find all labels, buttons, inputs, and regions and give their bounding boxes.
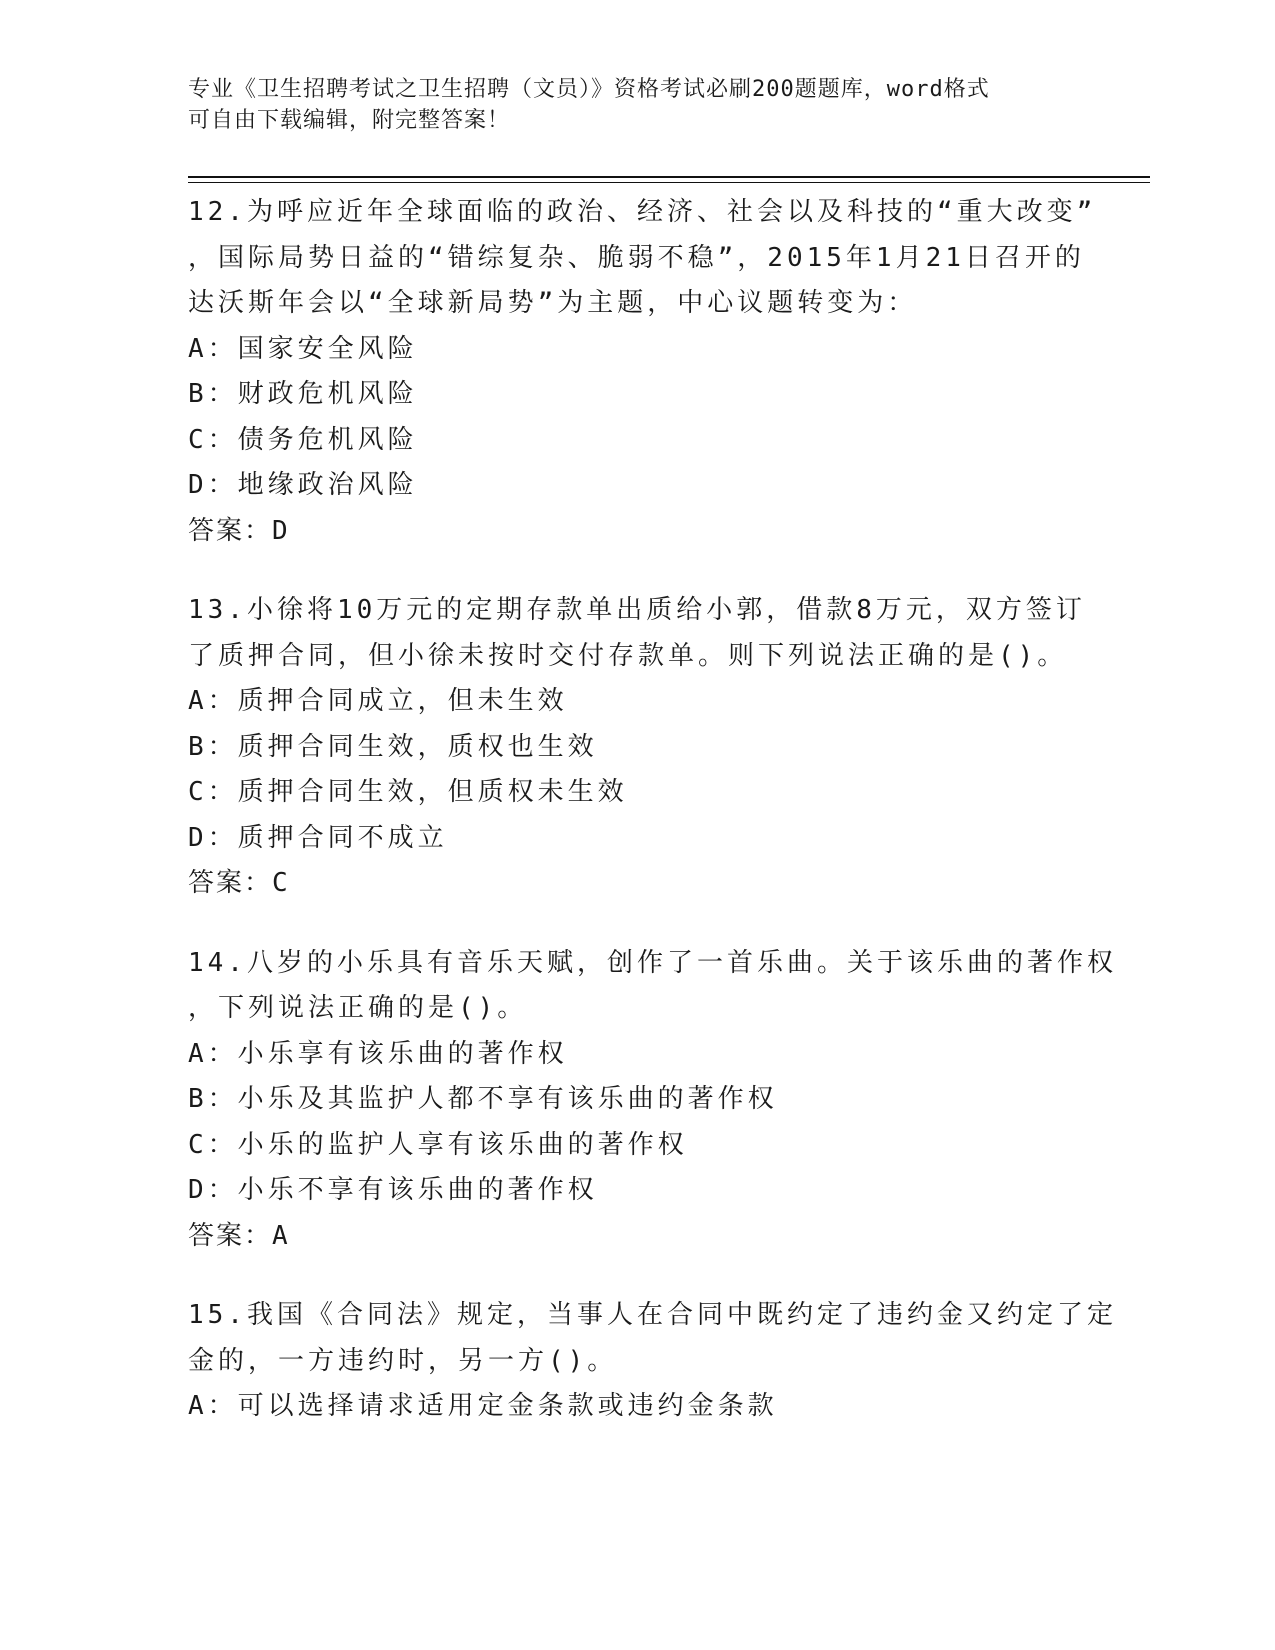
option-d: D：质押合同不成立 (188, 822, 448, 853)
option-d: D：地缘政治风险 (188, 470, 418, 500)
option-a: A：国家安全风险 (188, 333, 418, 364)
answer: 答案：D (188, 515, 290, 546)
option-b: B：小乐及其监护人都不享有该乐曲的著作权 (188, 1084, 778, 1114)
option-c: C：质押合同生效，但质权未生效 (188, 777, 628, 807)
question-text: 了质押合同，但小徐未按时交付存款单。则下列说法正确的是()。 (188, 640, 1068, 671)
answer: 答案：C (188, 868, 290, 898)
question-12 (188, 190, 1097, 554)
question-text: 14.八岁的小乐具有音乐天赋，创作了一首乐曲。关于该乐曲的著作权 (188, 947, 1117, 978)
answer: 答案：A (188, 1220, 290, 1251)
question-text: 12.为呼应近年全球面临的政治、经济、社会以及科技的“重大改变” (188, 197, 1097, 227)
question-text: ，国际局势日益的“错综复杂、脆弱不稳”，2015年1月21日召开的 (188, 242, 1085, 273)
option-d: D：小乐不享有该乐曲的著作权 (188, 1175, 598, 1205)
question-list (188, 190, 1117, 1464)
header-divider-thick (188, 176, 1150, 178)
option-a: A：可以选择请求适用定金条款或违约金条款 (188, 1391, 778, 1421)
header-line: 可自由下载编辑，附完整答案！ (188, 108, 511, 133)
question-text: 金的，一方违约时，另一方()。 (188, 1345, 618, 1376)
document-header (188, 74, 1088, 136)
question-13 (188, 588, 1088, 907)
option-c: C：小乐的监护人享有该乐曲的著作权 (188, 1129, 688, 1160)
question-text: 13.小徐将10万元的定期存款单出质给小郭，借款8万元，双方签订 (188, 595, 1086, 625)
question-text: 15.我国《合同法》规定，当事人在合同中既约定了违约金又约定了定 (188, 1300, 1117, 1330)
header-divider-thin (188, 182, 1150, 183)
header-line: 专业《卫生招聘考试之卫生招聘（文员）》资格考试必刷200题题库，word格式 (188, 77, 990, 102)
option-b: B：质押合同生效，质权也生效 (188, 731, 598, 762)
option-a: A：质押合同成立，但未生效 (188, 686, 568, 716)
question-14 (188, 941, 1117, 1260)
question-text: ，下列说法正确的是()。 (188, 993, 528, 1023)
question-15 (188, 1293, 1117, 1430)
option-b: B：财政危机风险 (188, 379, 418, 409)
option-a: A：小乐享有该乐曲的著作权 (188, 1038, 568, 1069)
option-c: C：债务危机风险 (188, 424, 418, 455)
question-text: 达沃斯年会以“全球新局势”为主题，中心议题转变为： (188, 288, 918, 318)
